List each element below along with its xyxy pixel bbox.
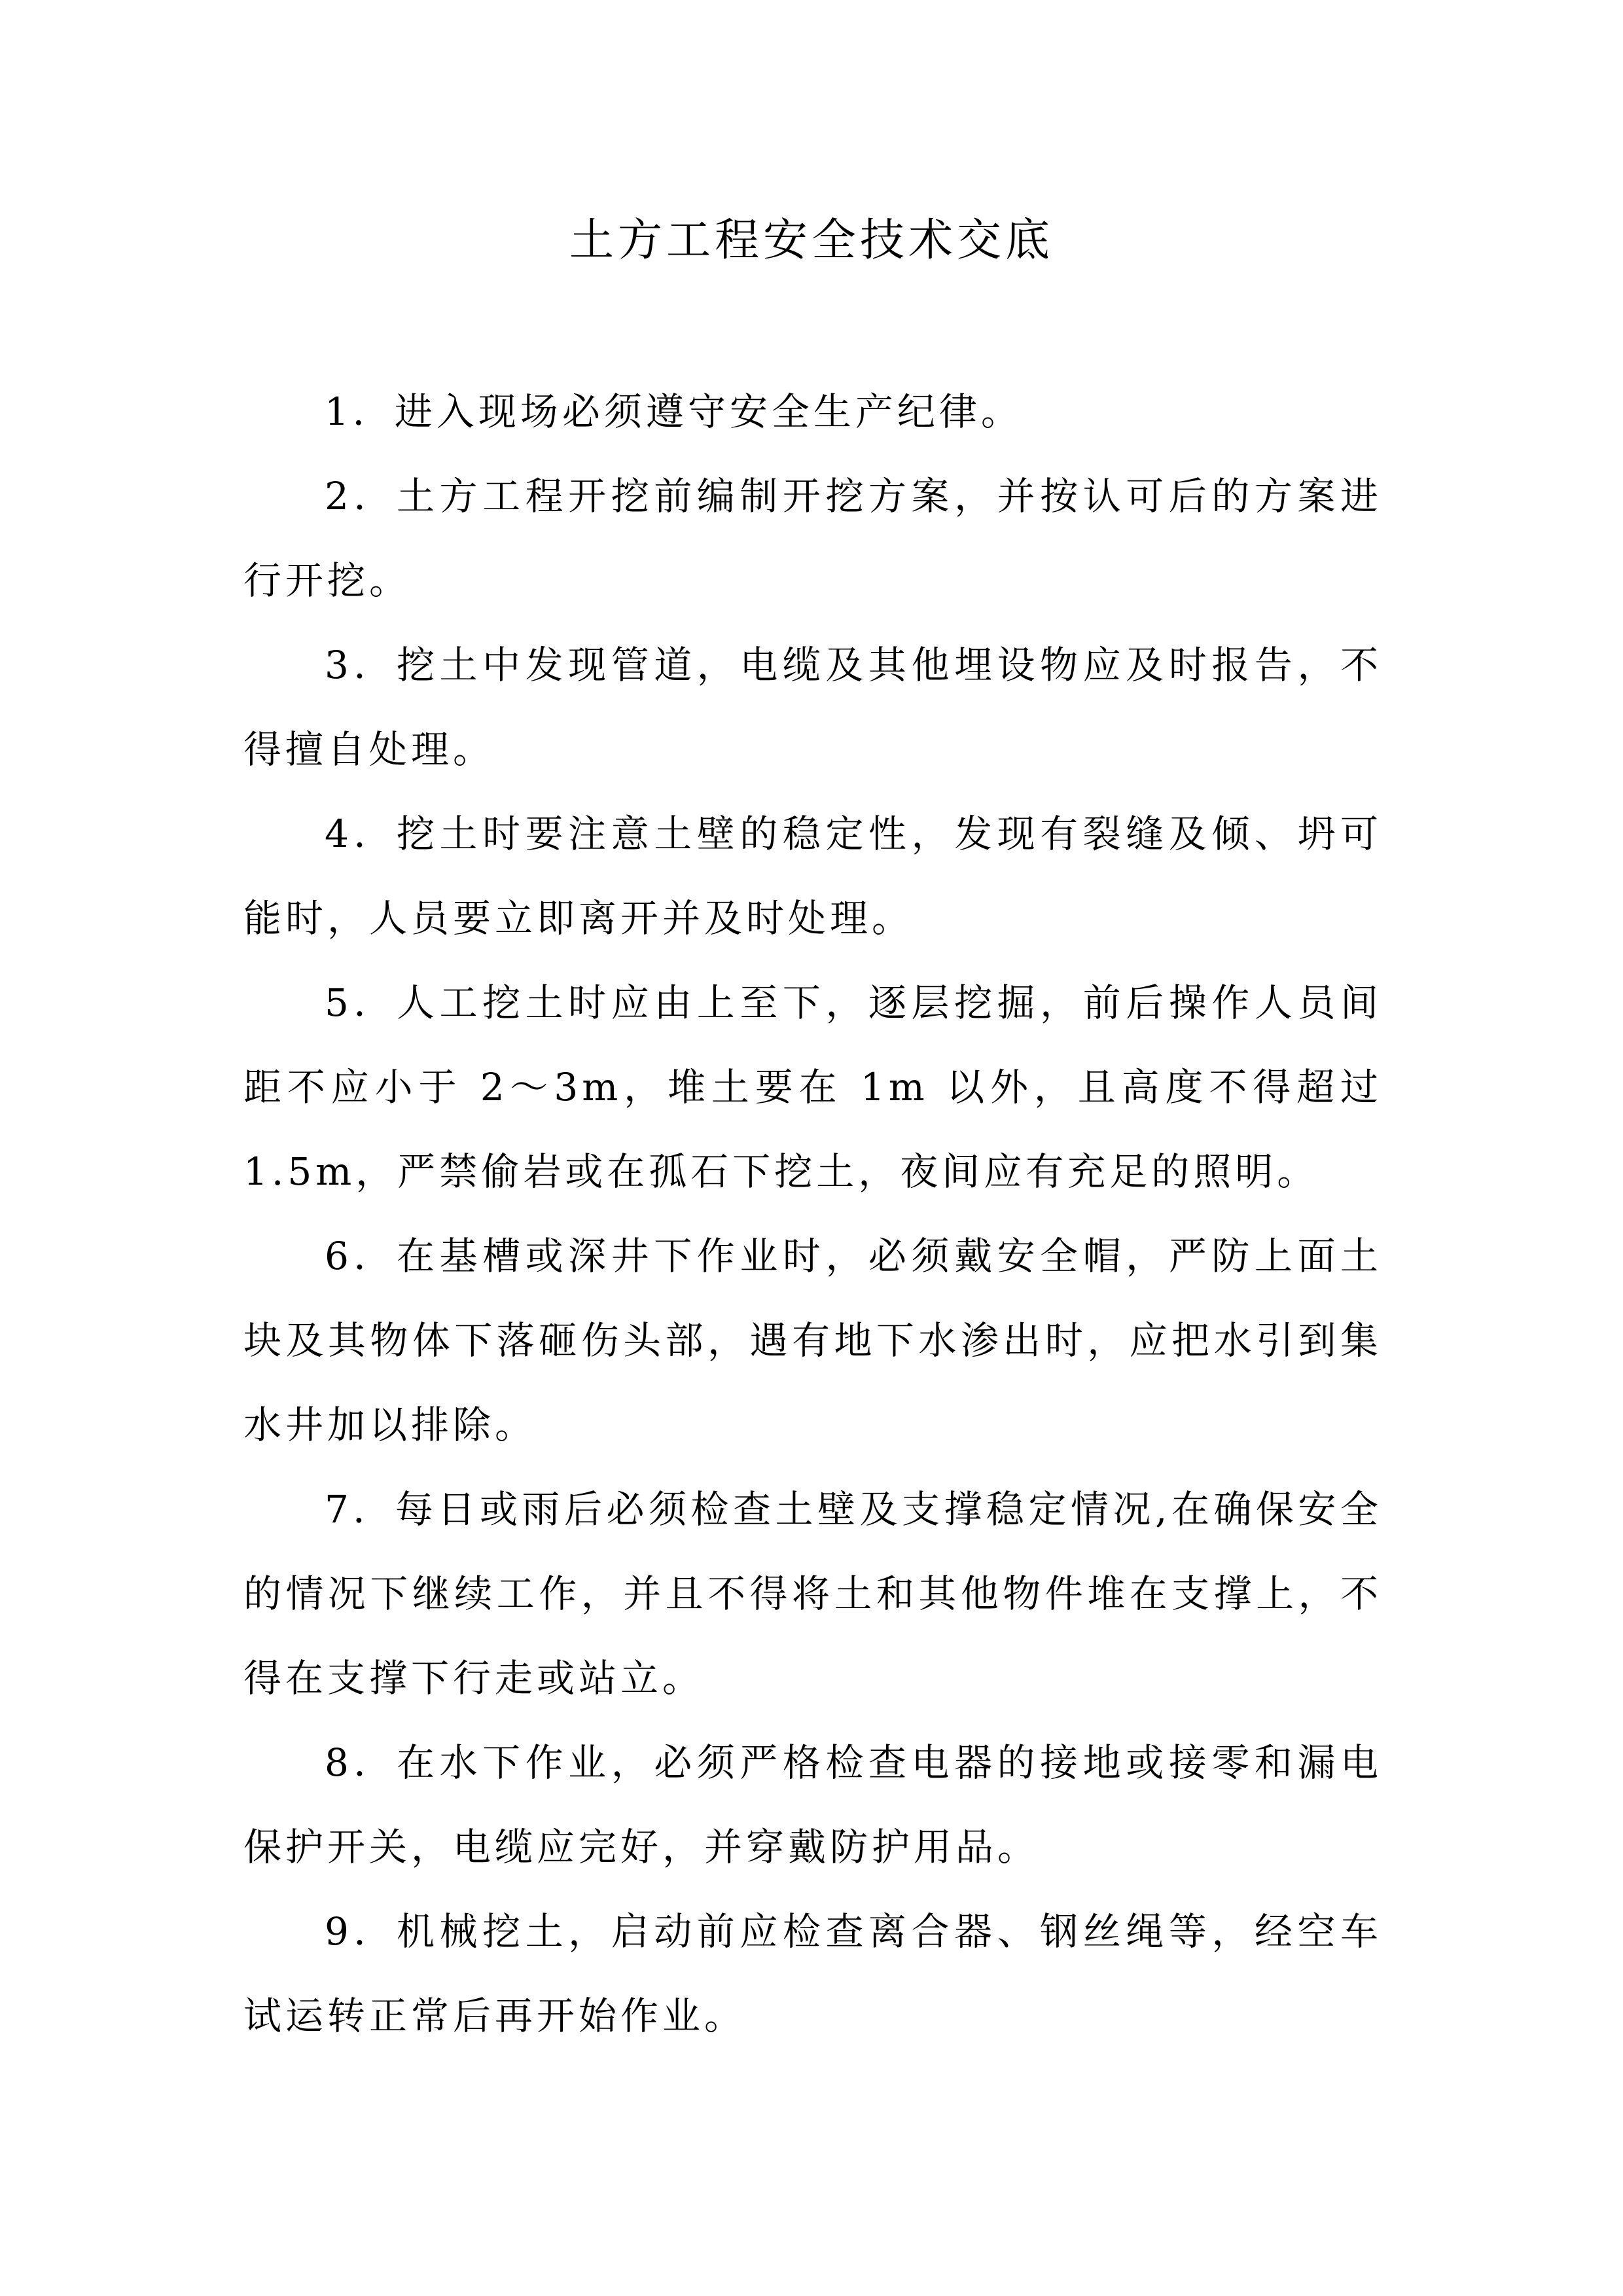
list-item: 4．挖土时要注意土壁的稳定性，发现有裂缝及倾、坍可能时，人员要立即离开并及时处理。	[243, 812, 1382, 941]
list-item: 7．每日或雨后必须检查土壁及支撑稳定情况,在确保安全的情况下继续工作，并且不得将土和其他物件堆在支撑上，不得在支撑下行走或站立。	[243, 1487, 1382, 1700]
list-item: 3．挖土中发现管道，电缆及其他埋设物应及时报告，不得擅自处理。	[243, 643, 1382, 772]
list-item: 2．土方工程开挖前编制开挖方案，并按认可后的方案进行开挖。	[243, 474, 1382, 603]
list-item: 6．在基槽或深井下作业时，必须戴安全帽，严防上面土块及其物体下落砸伤头部，遇有地下水渗出时，应把水引到集水井加以排除。	[243, 1234, 1382, 1447]
document-title: 土方工程安全技术交底	[569, 215, 1054, 266]
list-item: 9．机械挖土，启动前应检查离合器、钢丝绳等，经空车试运转正常后再开始作业。	[243, 1909, 1382, 2038]
document-body	[243, 370, 1382, 2058]
list-item: 8．在水下作业，必须严格检查电器的接地或接零和漏电保护开关，电缆应完好，并穿戴防护用品。	[243, 1740, 1382, 1869]
list-item: 5．人工挖土时应由上至下，逐层挖掘，前后操作人员间距不应小于 2～3m，堆土要在 1m 以外，且高度不得超过 1.5m，严禁偷岩或在孤石下挖土，夜间应有充足的照明。	[243, 980, 1382, 1194]
list-item: 1．进入现场必须遵守安全生产纪律。	[325, 389, 1023, 434]
